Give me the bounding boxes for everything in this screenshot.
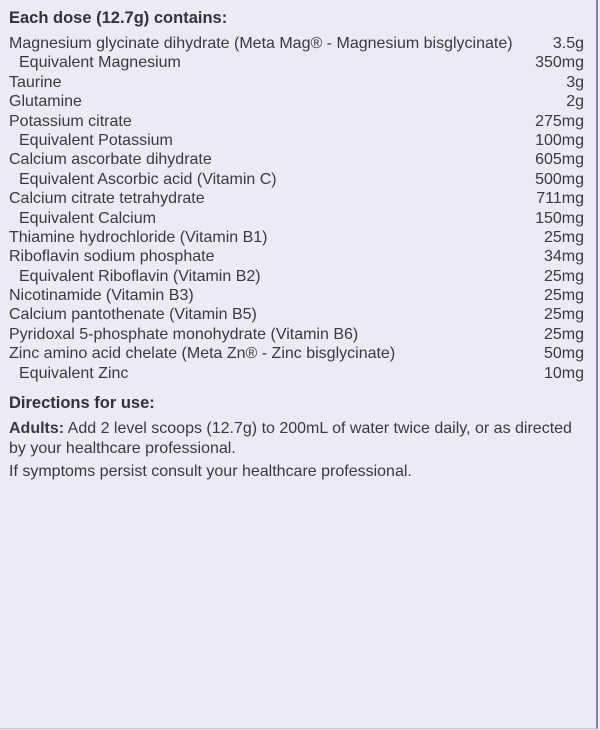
adults-text: Add 2 level scoops (12.7g) to 200mL of water twice daily, or as directed by your healthcare professional. (9, 420, 572, 457)
ingredient-amount: 605mg (535, 151, 584, 169)
ingredient-name: Thiamine hydrochloride (Vitamin B1) (9, 228, 268, 246)
ingredient-name: Nicotinamide (Vitamin B3) (9, 287, 194, 305)
ingredient-name: Zinc amino acid chelate (Meta Zn® - Zinc bisglycinate) (9, 345, 396, 363)
ingredient-name: Equivalent Magnesium (19, 54, 181, 72)
ingredient-amount: 150mg (535, 209, 584, 227)
ingredient-name: Calcium ascorbate dihydrate (9, 151, 212, 169)
ingredient-name: Equivalent Ascorbic acid (Vitamin C) (19, 170, 277, 188)
dose-heading: Each dose (12.7g) contains: (9, 9, 228, 27)
ingredient-amount: 34mg (543, 248, 584, 266)
ingredient-name: Riboflavin sodium phosphate (9, 248, 215, 266)
adults-directions (9, 419, 584, 458)
ingredient-sub-row (9, 364, 584, 383)
ingredient-row (9, 247, 584, 266)
ingredient-name: Equivalent Zinc (19, 364, 129, 382)
warning-text: If symptoms persist consult your healthcare professional. (9, 463, 412, 481)
ingredient-row (9, 286, 584, 305)
ingredient-amount: 25mg (543, 325, 584, 343)
ingredient-row (9, 112, 584, 131)
ingredient-sub-row (9, 170, 584, 189)
ingredient-name: Calcium citrate tetrahydrate (9, 190, 205, 208)
ingredient-amount: 711mg (536, 190, 584, 208)
ingredient-amount: 350mg (535, 54, 584, 72)
ingredient-name: Glutamine (9, 93, 82, 111)
ingredient-row (9, 92, 584, 111)
ingredient-amount: 275mg (535, 112, 584, 130)
label-content (9, 8, 584, 486)
ingredient-name: Taurine (9, 73, 62, 91)
ingredient-name: Equivalent Riboflavin (Vitamin B2) (19, 267, 261, 285)
ingredient-name: Magnesium glycinate dihydrate (Meta Mag® - Magnesium bisglycinate) (9, 35, 513, 52)
ingredient-amount: 25mg (543, 287, 584, 305)
ingredient-row (9, 228, 584, 247)
ingredient-name: Calcium pantothenate (Vitamin B5) (9, 306, 257, 324)
ingredient-sub-row (9, 209, 584, 228)
ingredient-row (9, 73, 584, 92)
directions-heading: Directions for use: (9, 394, 155, 413)
ingredient-amount: 25mg (543, 306, 584, 324)
ingredient-row (9, 34, 584, 53)
ingredient-row (9, 325, 584, 344)
ingredient-sub-row (9, 267, 584, 286)
ingredient-amount: 3g (566, 73, 584, 91)
ingredient-sub-row (9, 131, 584, 150)
ingredient-row (9, 305, 584, 324)
ingredient-amount: 25mg (543, 267, 584, 285)
ingredient-name: Potassium citrate (9, 112, 132, 130)
ingredient-sub-row (9, 53, 584, 72)
ingredient-name: Equivalent Potassium (19, 131, 173, 149)
ingredient-list (9, 34, 584, 383)
ingredient-row (9, 189, 584, 208)
ingredient-amount: 50mg (543, 345, 584, 363)
ingredient-amount: 2g (566, 93, 584, 111)
ingredient-amount: 500mg (535, 170, 584, 188)
adults-label: Adults: (9, 420, 65, 438)
ingredient-name: Pyridoxal 5-phosphate monohydrate (Vitamin B6) (9, 325, 359, 343)
ingredient-name: Equivalent Calcium (19, 209, 156, 227)
ingredient-row (9, 150, 584, 169)
ingredient-amount: 25mg (543, 228, 584, 246)
ingredient-row (9, 344, 584, 363)
ingredient-amount: 3.5g (552, 35, 584, 52)
ingredient-amount: 100mg (535, 131, 584, 149)
ingredient-amount: 10mg (543, 364, 584, 382)
